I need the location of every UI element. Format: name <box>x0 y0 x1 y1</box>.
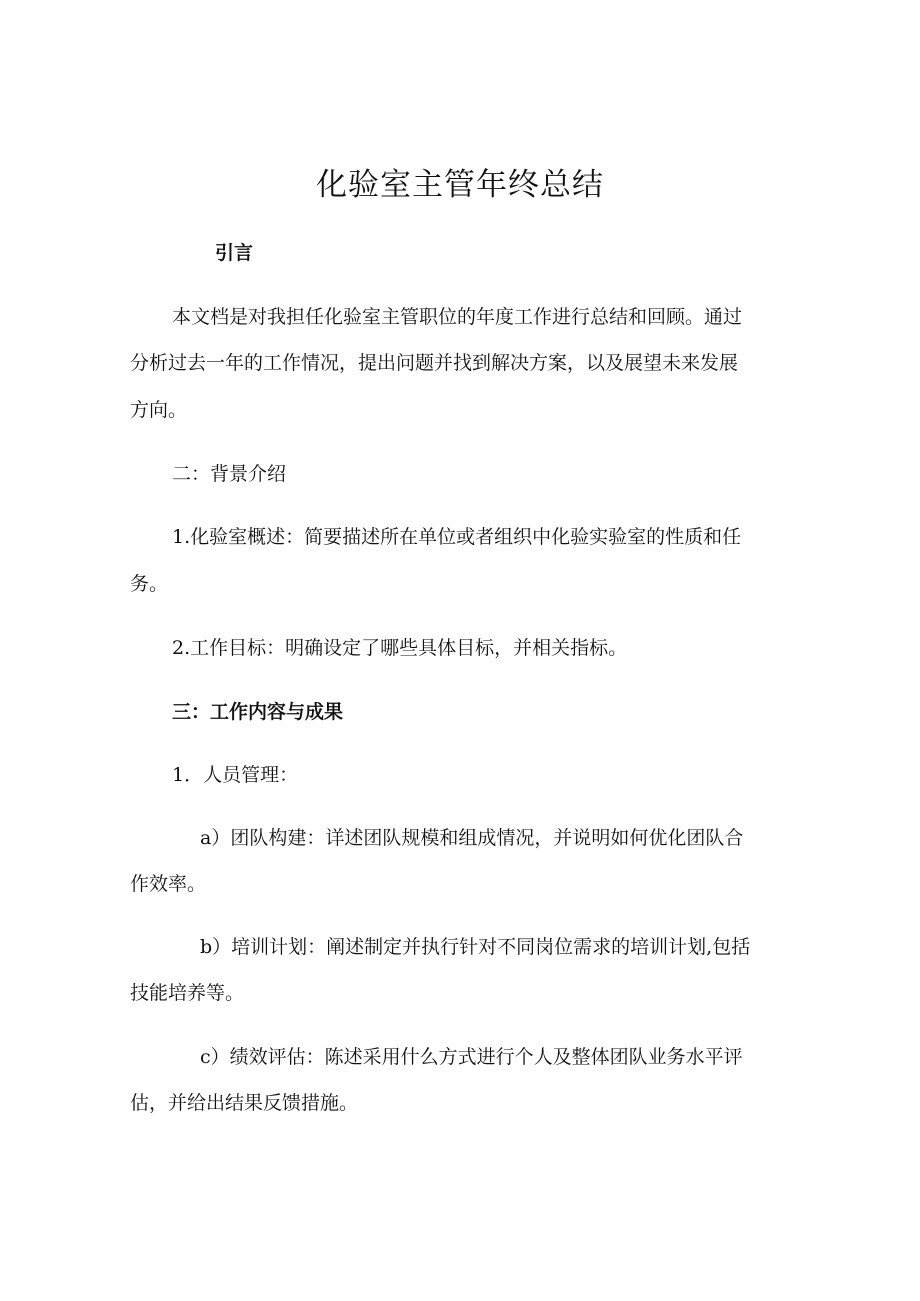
sub-c-line-1: c）绩效评估：陈述采用什么方式进行个人及整体团队业务水平评 <box>200 1046 743 1068</box>
item3-1-line: 1．人员管理： <box>172 764 299 786</box>
item2-1-line-2: 务。 <box>130 573 169 595</box>
intro-line-1: 本文档是对我担任化验室主管职位的年度工作进行总结和回顾。通过 <box>172 306 743 328</box>
item2-2-line: 2.工作目标：明确设定了哪些具体目标，并相关指标。 <box>172 637 628 659</box>
sub-a-line-1: a）团队构建：详述团队规模和组成情况，并说明如何优化团队合 <box>200 827 744 849</box>
sub-b-line-1: b）培训计划：阐述制定并执行针对不同岗位需求的培训计划,包括 <box>200 936 751 958</box>
intro-line-3: 方向。 <box>130 399 188 421</box>
section3-heading: 三：工作内容与成果 <box>172 701 344 723</box>
section2-heading: 二：背景介绍 <box>172 463 287 485</box>
item2-1-line-1: 1.化验室概述：简要描述所在单位或者组织中化验实验室的性质和任 <box>172 526 742 548</box>
intro-line-2: 分析过去一年的工作情况，提出问题并找到解决方案，以及展望未来发展 <box>130 352 739 374</box>
intro-heading: 引言 <box>215 242 254 264</box>
sub-a-line-2: 作效率。 <box>130 873 207 895</box>
sub-c-line-2: 估，并给出结果反馈措施。 <box>130 1092 359 1114</box>
sub-b-line-2: 技能培养等。 <box>130 982 245 1004</box>
document-title: 化验室主管年终总结 <box>316 167 604 203</box>
